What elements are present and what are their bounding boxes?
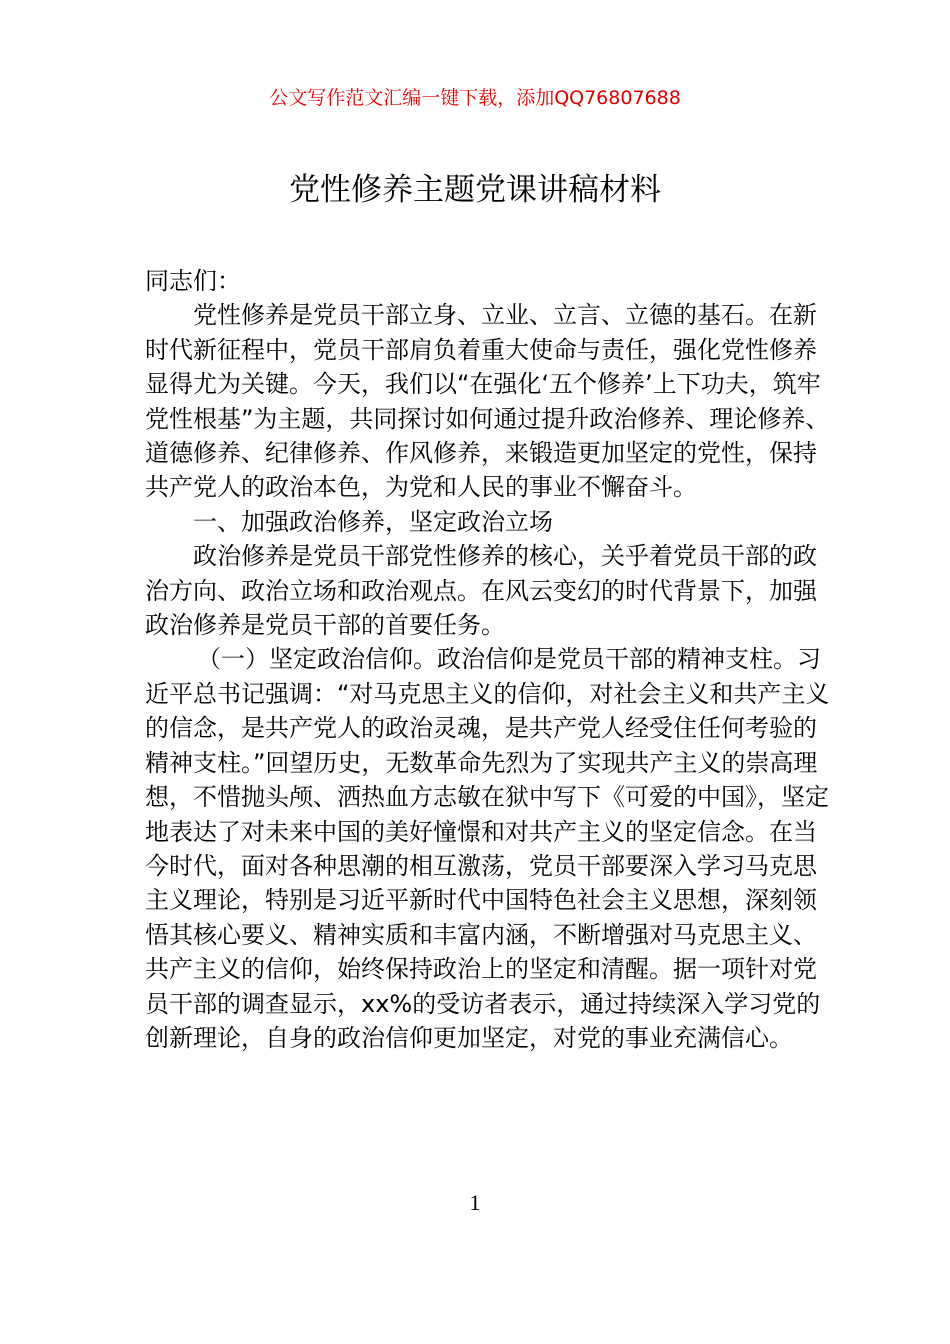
page-number: 1 — [469, 1190, 481, 1215]
section-heading: 一、加强政治修养，坚定政治立场 — [193, 507, 553, 536]
document-title: 党性修养主题党课讲稿材料 — [289, 172, 661, 208]
section-paragraph: 政治修养是党员干部党性修养的核心，关乎着党员干部的政治方向、政治立场和政治观点。在风云变幻的时代背景下，加强政治修养是党员干部的首要任务。 — [145, 542, 817, 640]
document-body — [145, 264, 835, 1055]
intro-paragraph: 党性修养是党员干部立身、立业、立言、立德的基石。在新时代新征程中，党员干部肩负着重大使命与责任，强化党性修养显得尤为关键。今天，我们以“在强化‘五个修养’上下功夫，筑牢党性根基”为主题，共同探讨如何通过提升政治修养、理论修养、道德修养、纪律修养、作风修养，来锻造更加坚定的党性，保持共产党人的政治本色，为党和人民的事业不懈奋斗。 — [145, 301, 830, 502]
subsection-paragraph: （一）坚定政治信仰。政治信仰是党员干部的精神支柱。习近平总书记强调：“对马克思主义的信仰，对社会主义和共产主义的信念，是共产党人的政治灵魂，是共产党人经受住任何考验的精神支柱。”回望历史，无数革命先烈为了实现共产主义的崇高理想，不惜抛头颅、洒热血方志敏在狱中写下《可爱的中国》，坚定地表达了对未来中国的美好憧憬和对共产主义的坚定信念。在当今时代，面对各种思潮的相互激荡，党员干部要深入学习马克思主义理论，特别是习近平新时代中国特色社会主义思想，深刻领悟其核心要义、精神实质和丰富内涵，不断增强对马克思主义、共产主义的信仰，始终保持政治上的坚定和清醒。据一项针对党员干部的调查显示，xx%的受访者表示，通过持续深入学习党的创新理论，自身的政治信仰更加坚定，对党的事业充满信心。 — [145, 645, 830, 1052]
promo-banner: 公文写作范文汇编一键下载，添加QQ76807688 — [269, 87, 681, 109]
salutation: 同志们： — [145, 267, 241, 295]
